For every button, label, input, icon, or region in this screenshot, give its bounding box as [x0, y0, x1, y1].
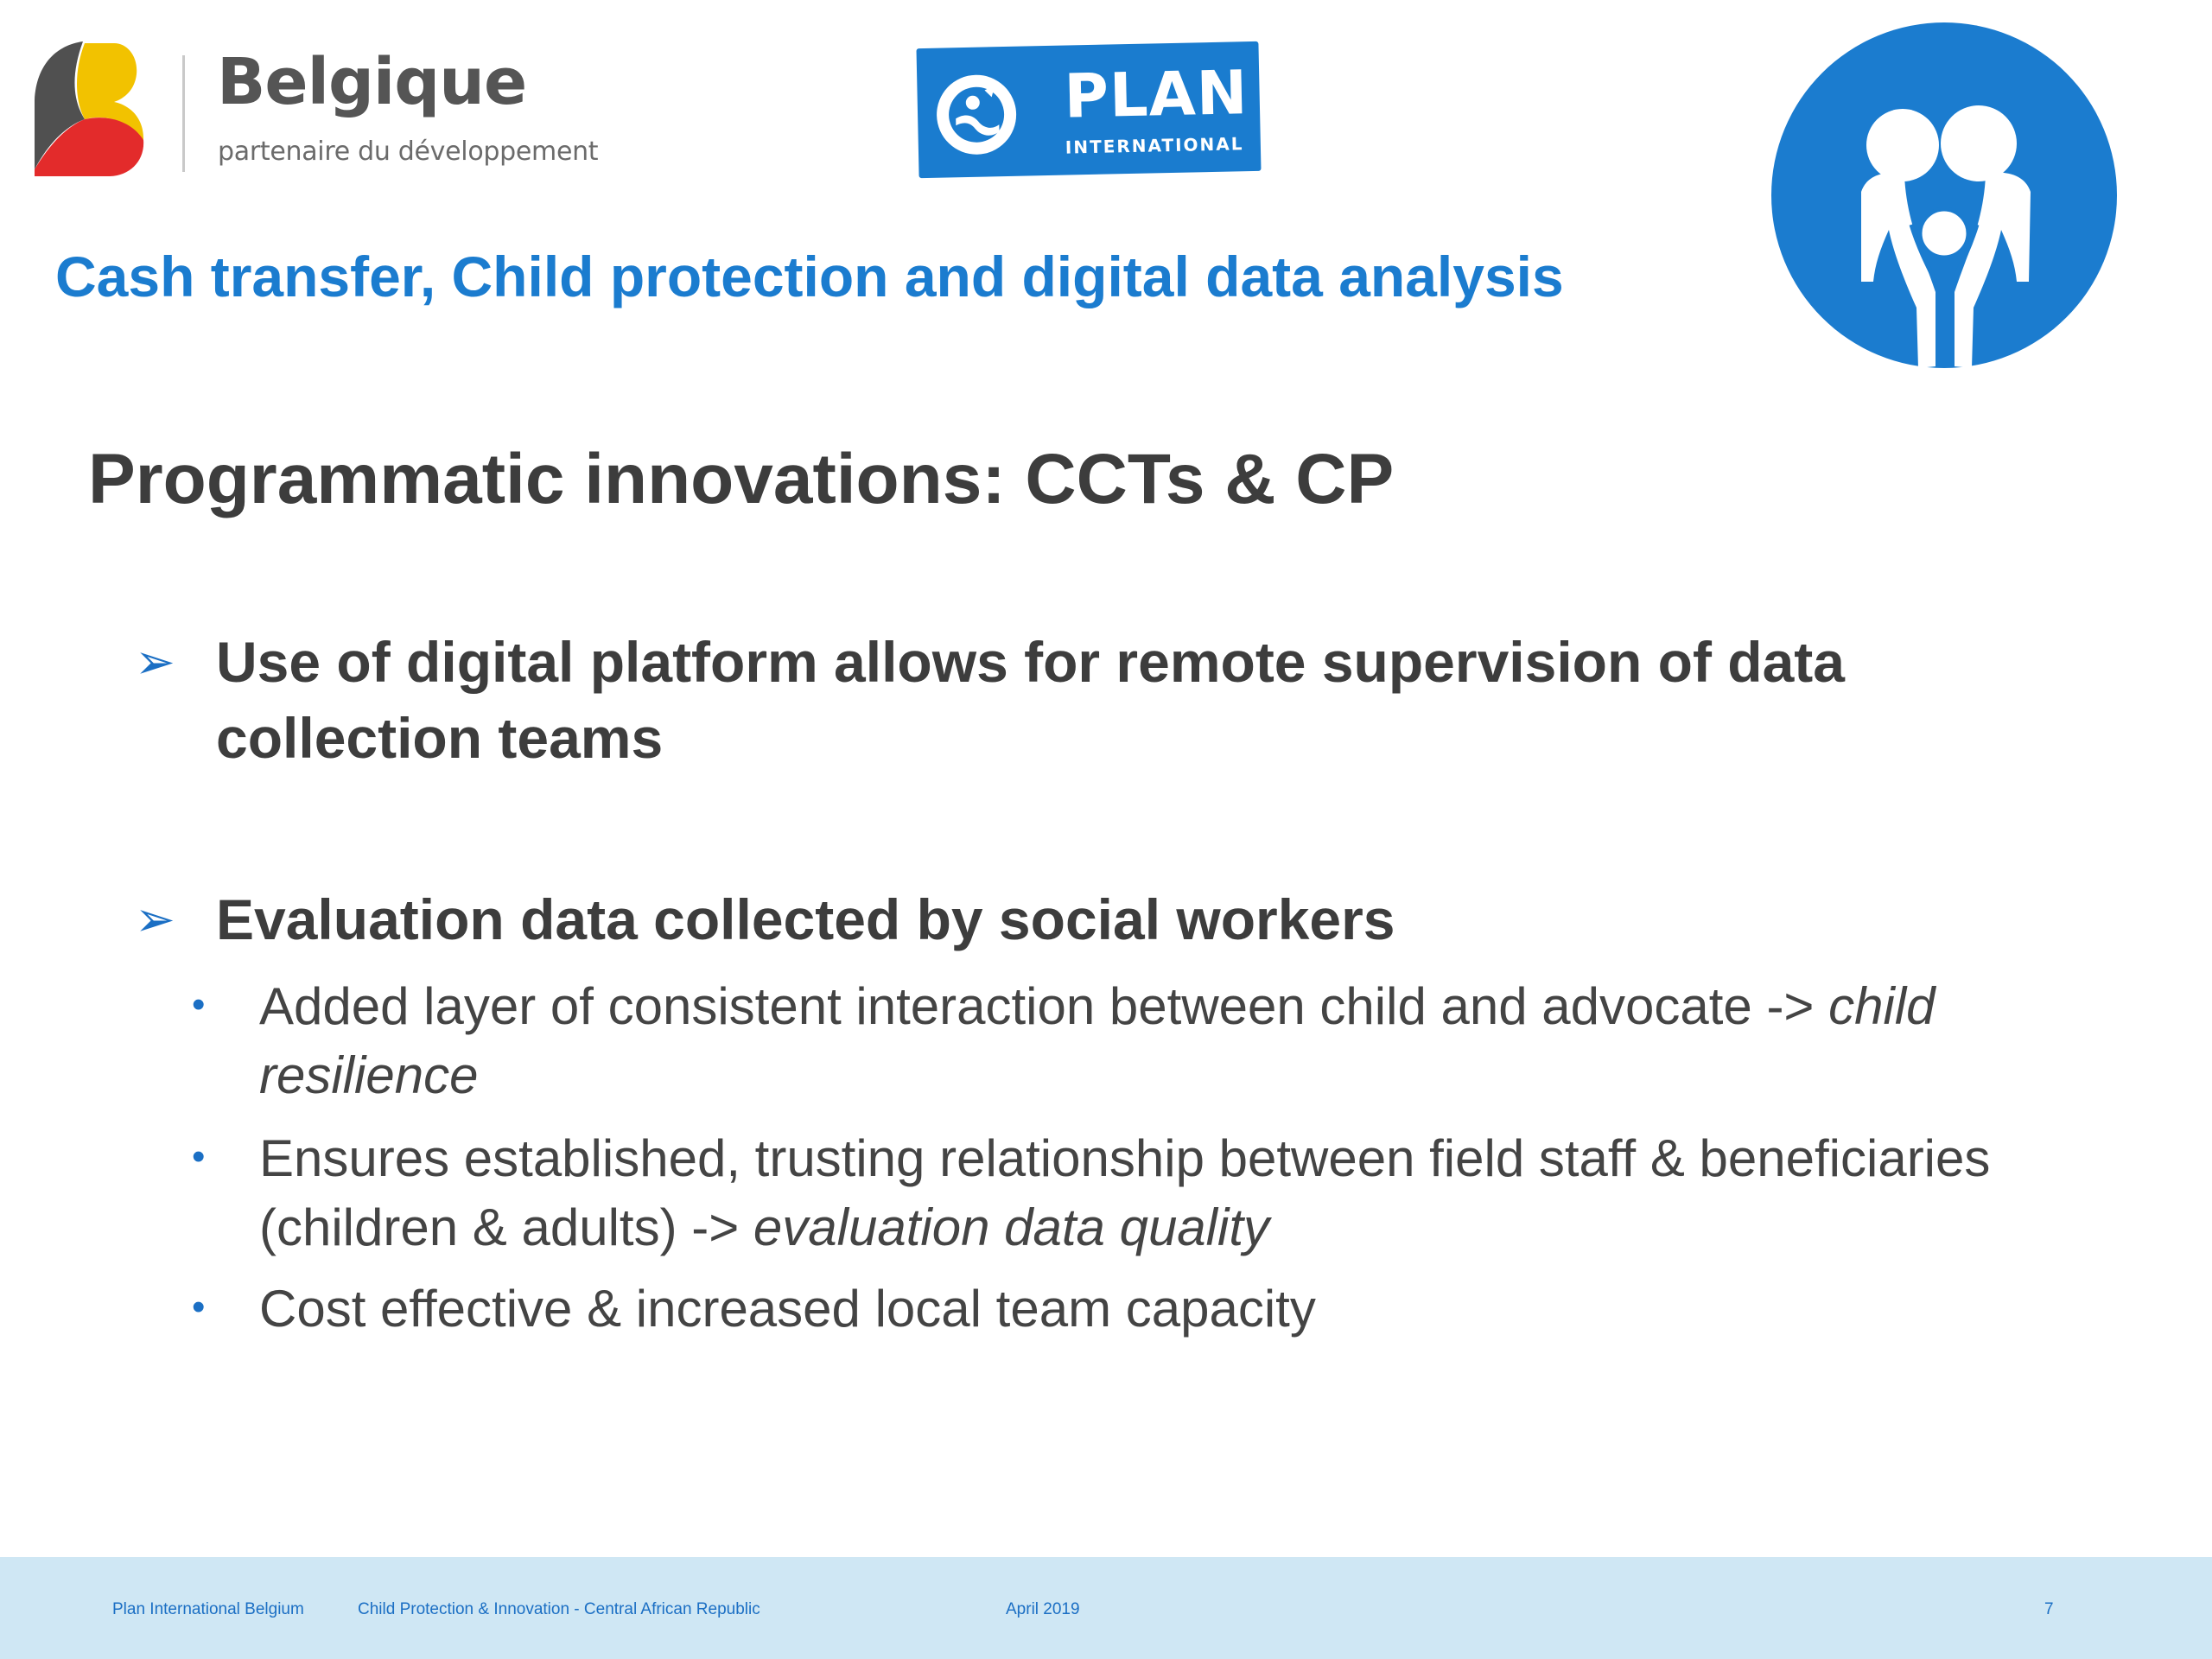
footer-date: April 2019	[1006, 1600, 1080, 1618]
belgique-logo-mark-icon	[31, 40, 147, 178]
sub-bullet-text: Ensures established, trusting relationship between field staff & beneficiaries (children & adults) ->	[259, 1129, 1991, 1256]
family-circle-icon	[1771, 22, 2117, 368]
sub-bullet-dot: •	[192, 983, 206, 1026]
slide-title: Programmatic innovations: CCTs & CP	[88, 440, 1395, 518]
logo-divider	[182, 55, 185, 172]
bullet-arrow-icon: ➢	[135, 892, 175, 948]
slide-footer	[0, 1557, 2212, 1659]
sub-bullet-text: Added layer of consistent interaction between child and advocate ->	[259, 977, 1829, 1035]
belgique-logo	[31, 40, 601, 187]
sub-bullet-emphasis: child resilience	[259, 977, 1936, 1104]
sub-bullet-item	[259, 972, 2108, 1110]
footer-page-number: 7	[2044, 1600, 2054, 1618]
plan-logo-word: PLAN	[1063, 57, 1249, 132]
sub-bullet-text: Cost effective & increased local team capacity	[259, 1280, 1316, 1338]
slide-subtitle: Cash transfer, Child protection and digital data analysis	[55, 245, 1564, 308]
sub-bullet-item	[259, 1274, 2108, 1344]
sub-bullet-dot: •	[192, 1286, 206, 1328]
sub-bullet-dot: •	[192, 1135, 206, 1178]
footer-org: Plan International Belgium	[112, 1600, 304, 1618]
bullet-arrow-icon: ➢	[135, 634, 175, 690]
bullet-item: Evaluation data collected by social workers	[216, 887, 1395, 951]
plan-emblem-icon	[934, 73, 1019, 157]
plan-international-logo	[916, 41, 1261, 178]
sub-bullet-emphasis: evaluation data quality	[753, 1198, 1270, 1256]
belgique-logo-tagline: partenaire du développement	[218, 137, 599, 167]
footer-project: Child Protection & Innovation - Central African Republic	[358, 1600, 760, 1618]
plan-logo-subtext: INTERNATIONAL	[1065, 133, 1244, 158]
sub-bullet-item	[259, 1124, 2160, 1262]
bullet-item: Use of digital platform allows for remote supervision of data collection teams	[216, 630, 1845, 770]
belgique-logo-name: Belgique	[217, 45, 527, 119]
